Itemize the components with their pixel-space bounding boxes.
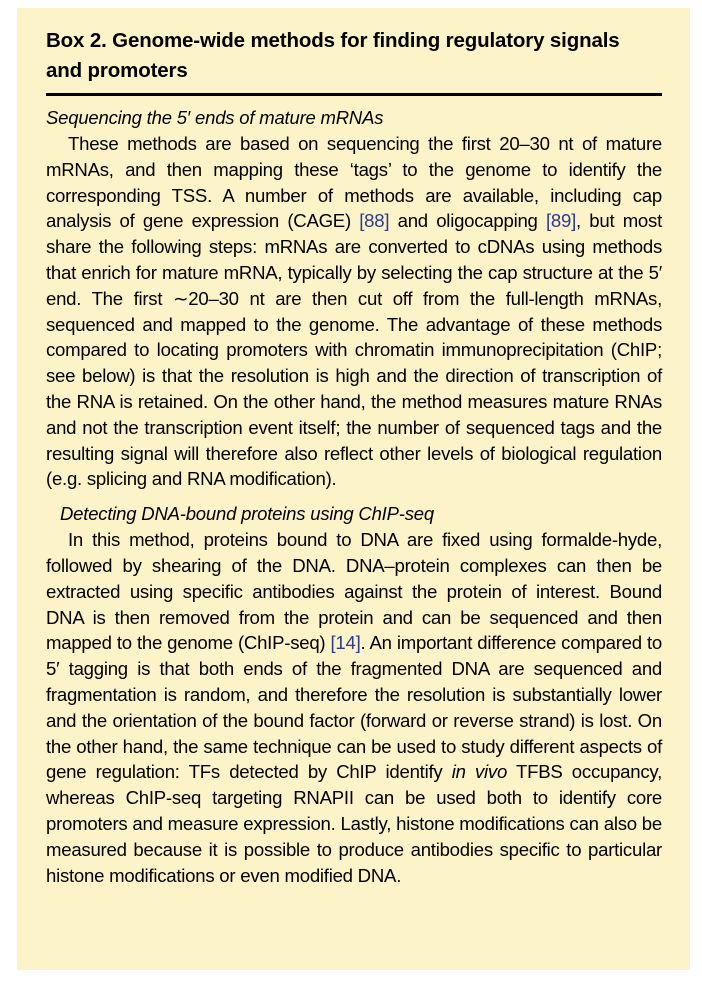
section-heading-sequencing: Sequencing the 5′ ends of mature mRNAs (46, 107, 384, 128)
box-title: Box 2. Genome-wide methods for finding regulatory signals and promoters (46, 29, 620, 82)
prime-symbol: ′ (658, 261, 662, 283)
section-heading-chipseq: Detecting DNA-bound proteins using ChIP-seq (60, 503, 434, 525)
text-box-panel (17, 8, 690, 970)
prime-symbol: ′ (56, 658, 60, 680)
italic-term: in vivo (451, 761, 508, 783)
title-divider-rule (46, 93, 662, 96)
citation-link[interactable]: [89] (545, 210, 576, 232)
section-paragraph-sequencing: These methods are based on sequencing the first 20–30 nt of mature mRNAs, and then mapping these ‘tags’ to the genome to identify the corresponding TSS. A number of methods are available, including cap analysis of gene expression (CAGE) [88] and oligocapping [89], but most share the following steps: mRNAs are converted to cDNAs using methods that enrich for mature mRNA, typically by selecting the cap structure at the 5′ end. The first ∼20–30 nt are then cut off from the full-length mRNAs, sequenced and mapped to the genome. The advantage of these methods compared to locating promoters with chromatin immunoprecipitation (ChIP; see below) is that the resolution is high and the direction of transcription of the RNA is retained. On the other hand, the method measures mature RNAs and not the transcription event itself; the number of sequenced tags and the resulting signal will therefore also reflect other levels of biological regulation (e.g. splicing and RNA modification). (46, 133, 662, 490)
citation-link[interactable]: [14] (330, 632, 361, 654)
citation-link[interactable]: [88] (359, 210, 390, 232)
section-paragraph-chipseq: In this method, proteins bound to DNA are fixed using formalde-hyde, followed by shearing of the DNA. DNA–protein complexes can then be extracted using specific antibodies against the protein of interest. Bound DNA is then removed from the protein and can be sequenced and then mapped to the genome (ChIP-seq) [14]. An important difference compared to 5′ tagging is that both ends of the fragmented DNA are sequenced and fragmentation is random, and therefore the resolution is substantially lower and the orientation of the bound factor (forward or reverse strand) is lost. On the other hand, the same technique can be used to study different aspects of gene regulation: TFs detected by ChIP identify in vivo TFBS occupancy, whereas ChIP-seq targeting RNAPII can be used both to identify core promoters and measure expression. Lastly, histone modifications can also be measured because it is possible to produce antibodies specific to particular histone modifications or even modified DNA. (46, 529, 662, 886)
